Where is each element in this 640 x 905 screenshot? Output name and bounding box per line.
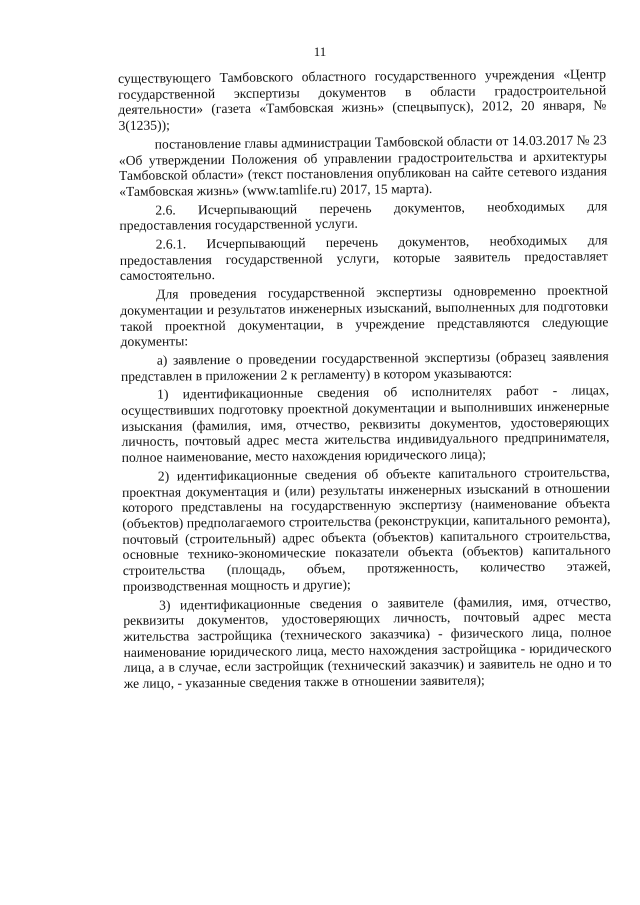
page-number: 11 xyxy=(313,44,327,59)
paragraph-section-2-6-1: 2.6.1. Исчерпывающий перечень документов, необходимых для предоставления государственной услуги, которые заявитель предоставляет самостоятельно. xyxy=(119,232,608,284)
paragraph-documents-intro: Для проведения государственной экспертизы одновременно проектной документации и результатов инженерных изысканий, выполненных для подготовки такой проектной документации, в учреждение представляются следующие документы: xyxy=(120,282,609,350)
paragraph-item-2: 2) идентификационные сведения об объекте капитального строительства, проектная документация и (или) результаты инженерных изысканий в отношении которого представлены на государственную экспертизу (наименование объекта (объектов) предполагаемого строительства (реконструкции, капитального ремонта), почтовый (строительный) адрес объекта (объектов) капитального строительства, основные технико-экономические показатели объекта (объектов) капитального строительства (площадь, объем, протяженность, количество этажей, производственная мощность и другие); xyxy=(121,464,611,594)
paragraph-section-2-6: 2.6. Исчерпывающий перечень документов, необходимых для предоставления государственной услуги. xyxy=(119,197,608,234)
paragraph-item-a: а) заявление о проведении государственной экспертизы (образец заявления представлен в приложении 2 к регламенту) в котором указываются: xyxy=(120,348,609,384)
paragraph-item-3: 3) идентификационные сведения о заявителе (фамилия, имя, отчество, реквизиты документов, удостоверяющих личность, почтовый адрес места жительства застройщика (технического заказчика) - физического лица, полное наименование юридического лица, место нахождения застройщика - юридического лица, а в случае, если застройщик (технический заказчик) и заявитель не одно и то же лицо, - указанные сведения также в отношении заявителя); xyxy=(123,592,612,691)
paragraph-resolution: постановление главы администрации Тамбовской области от 14.03.2017 № 23 «Об утверждении Положения об управлении градостроительства и архитектуры Тамбовской области» (текст постановления опубликован на сайте сетевого издания «Тамбовская жизнь» (www.tamlife.ru) 2017, 15 марта). xyxy=(118,132,608,199)
document-body xyxy=(118,66,612,694)
paragraph-regulation-continuation: существующего Тамбовского областного государственного учреждения «Центр государственной экспертизы документов в области градостроительной деятельности» (газета «Тамбовская жизнь» (спецвыпуск), 2012, 20 января, № 3(1235)); xyxy=(118,66,607,134)
paragraph-item-1: 1) идентификационные сведения об исполнителях работ - лицах, осуществивших подготовку проектной документации и выполнивших инженерные изыскания (фамилия, имя, отчество, реквизиты документов, удостоверяющих личность, почтовый адрес места жительства индивидуального предпринимателя, полное наименование, место нахождения юридического лица); xyxy=(121,382,610,466)
